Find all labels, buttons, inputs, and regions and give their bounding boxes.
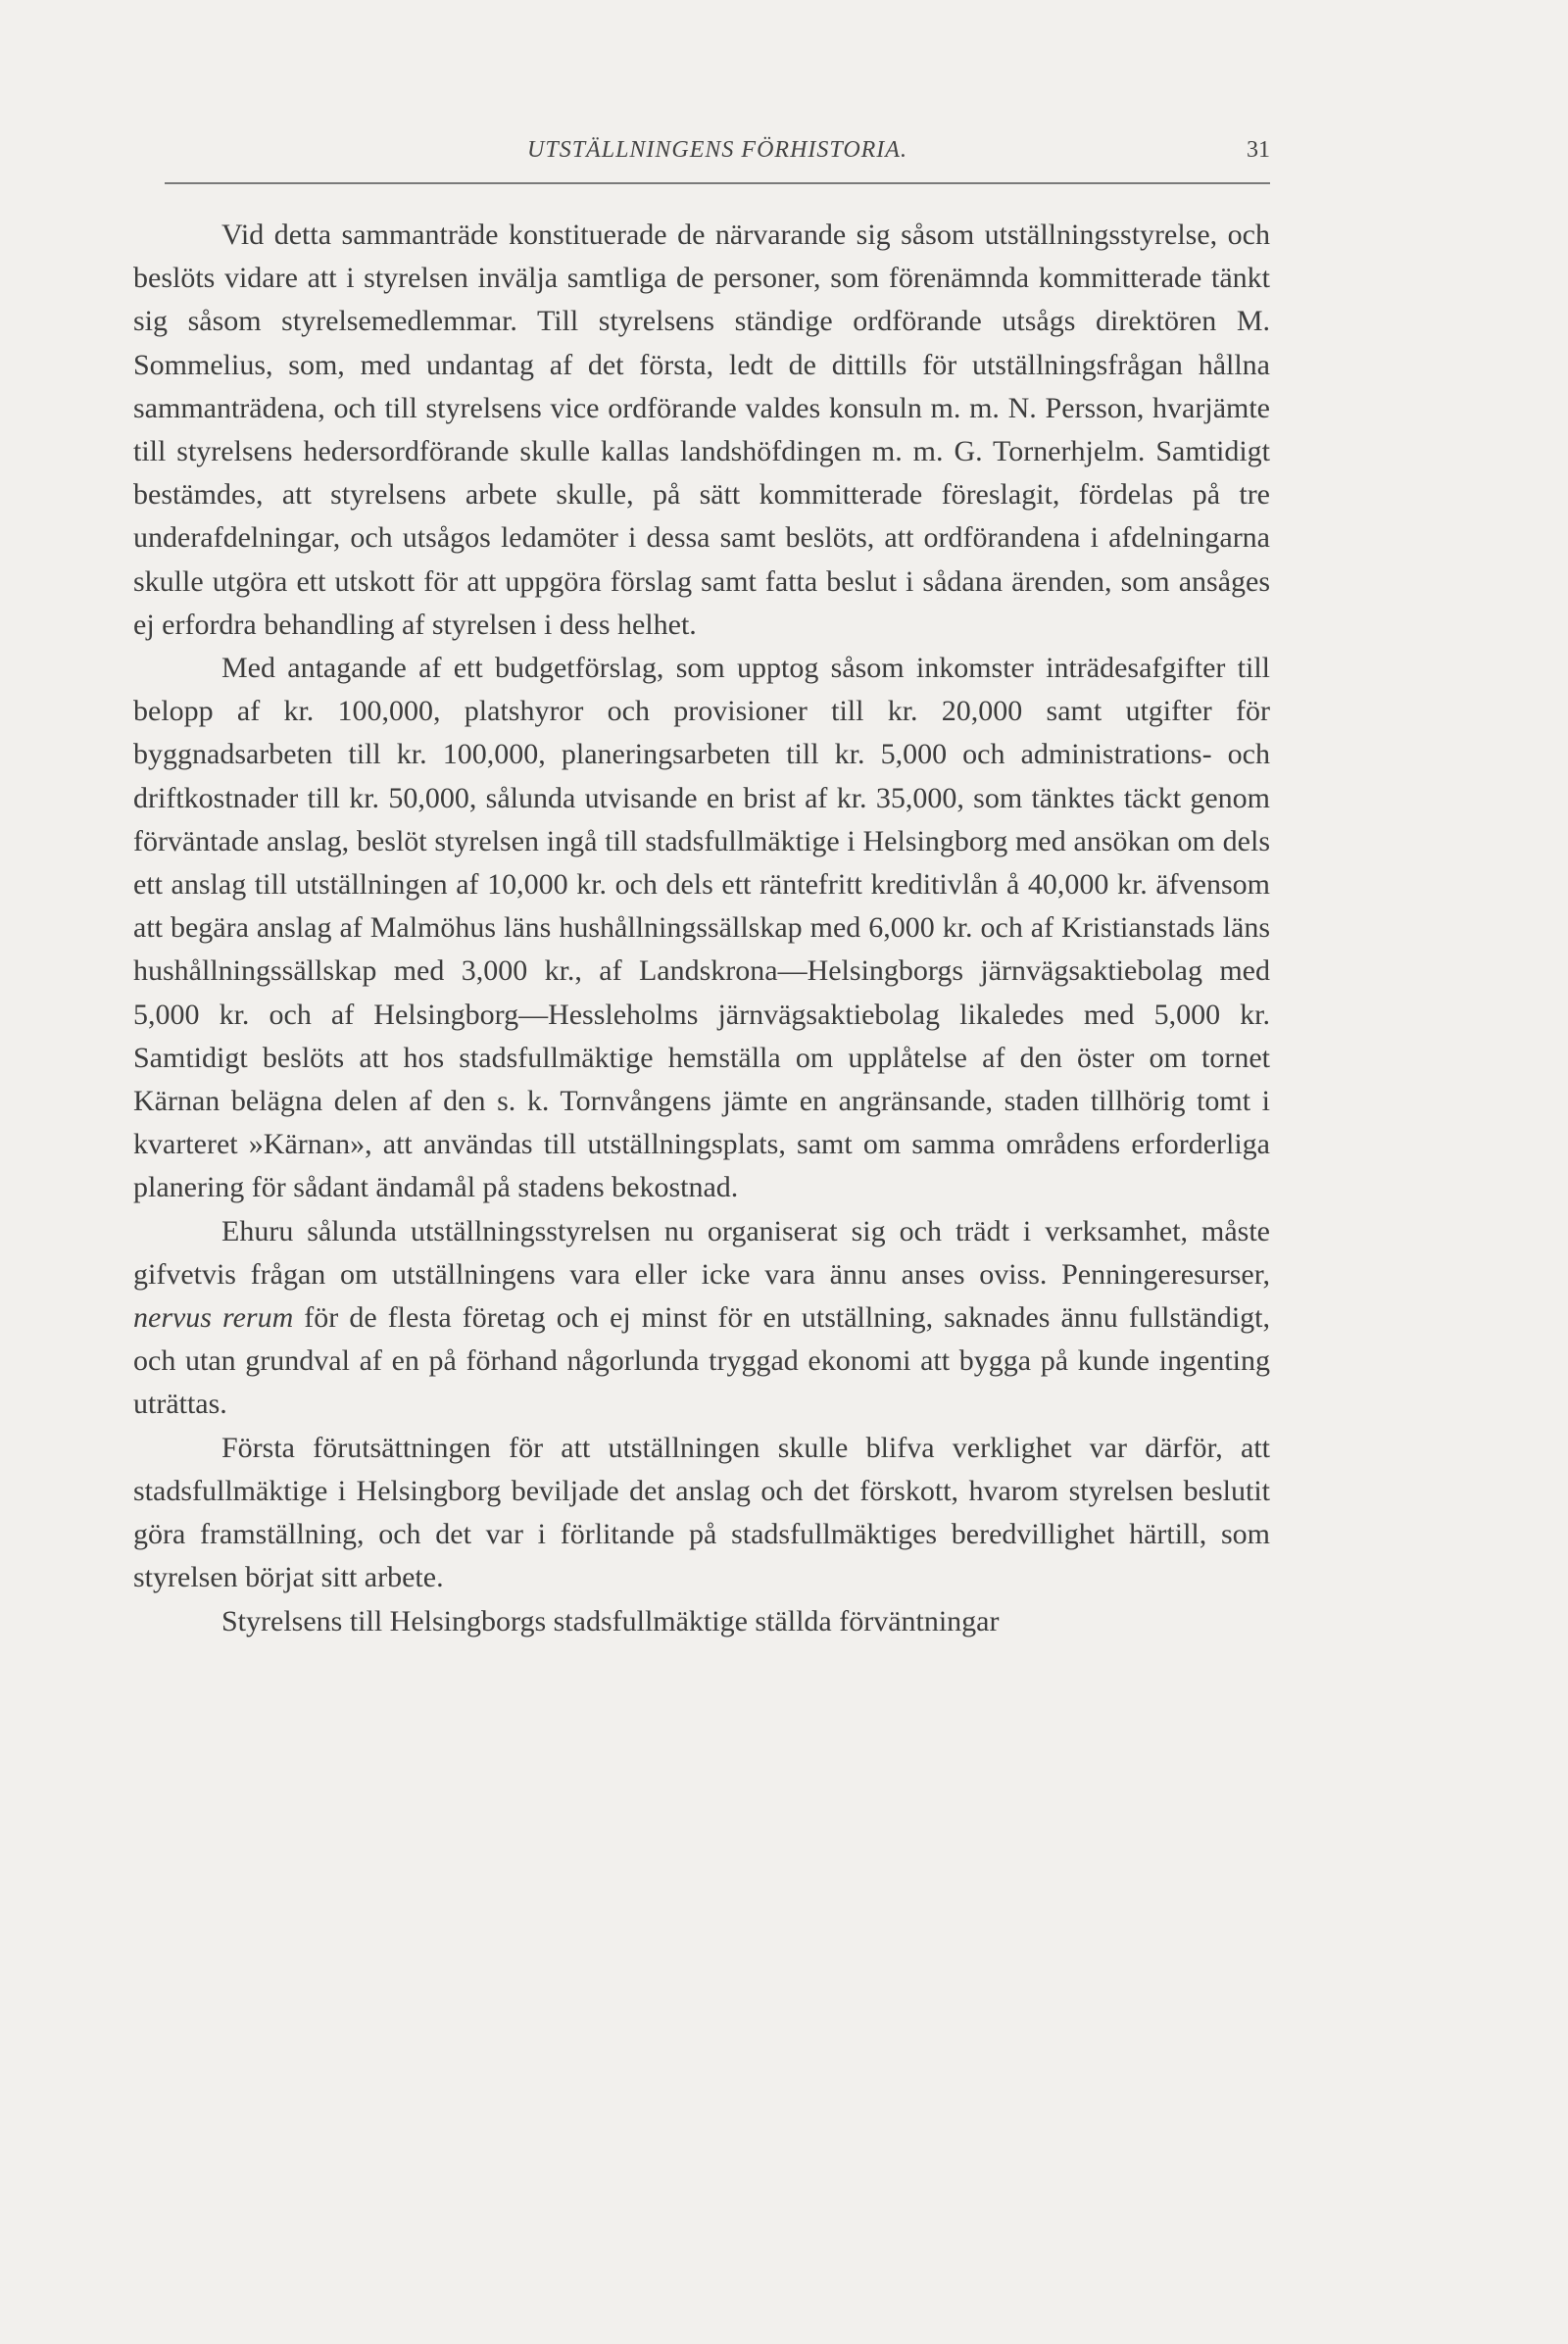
header-rule: [165, 182, 1270, 184]
paragraph-3-text-before: Ehuru sålunda utställningsstyrelsen nu organiserat sig och trädt i verksamhet, måste gifvetvis frågan om utställningens vara eller icke vara ännu anses oviss. Penningeresurser,: [133, 1214, 1270, 1291]
page-number: 31: [1247, 137, 1270, 163]
paragraph-2: Med antagande af ett budgetförslag, som upptog såsom inkomster inträdesafgifter till belopp af kr. 100,000, platshyror och provisioner till kr. 20,000 samt utgifter för byggnadsarbeten till kr. 100,000, planeringsarbeten till kr. 5,000 och administrations- och driftkostnader till kr. 50,000, sålunda utvisande en brist af kr. 35,000, som tänktes täckt genom förväntade anslag, beslöt styrelsen ingå till stadsfullmäktige i Helsingborg med ansökan om dels ett anslag till utställningen af 10,000 kr. och dels ett räntefritt kreditivlån å 40,000 kr. äfvensom att begära anslag af Malmöhus läns hushållningssällskap med 6,000 kr. och af Kristianstads läns hushållningssällskap med 3,000 kr., af Landskrona—Helsingborgs järnvägsaktiebolag med 5,000 kr. och af Helsingborg—Hessleholms järnvägsaktiebolag likaledes med 5,000 kr. Samtidigt beslöts att hos stadsfullmäktige hemställa om upplåtelse af den öster om tornet Kärnan belägna delen af den s. k. Tornvångens jämte en angränsande, staden tillhörig tomt i kvarteret »Kärnan», att användas till utställningsplats, samt om samma områdens erforderliga planering för sådant ändamål på stadens bekostnad.: [133, 652, 1270, 1204]
paragraph-3-text-after: för de flesta företag och ej minst för en utställning, saknades ännu fullständigt, och utan grundval af en på förhand någorlunda tryggad ekonomi att bygga på kunde ingenting uträttas.: [133, 1301, 1270, 1421]
body-text: [133, 214, 1270, 1643]
paragraph-5: Styrelsens till Helsingborgs stadsfullmäktige ställda förväntningar: [221, 1604, 1000, 1637]
running-title: UTSTÄLLNINGENS FÖRHISTORIA.: [527, 137, 907, 163]
latin-phrase: nervus rerum: [133, 1301, 294, 1335]
page-header: [165, 137, 1270, 180]
paragraph-3: [133, 1210, 1270, 1427]
paragraph-1: Vid detta sammanträde konstituerade de närvarande sig såsom utställningsstyrelse, och beslöts vidare att i styrelsen invälja samtliga de personer, som förenämnda kommitterade tänkt sig såsom styrelsemedlemmar. Till styrelsens ständige ordförande utsågs direktören M. Sommelius, som, med undantag af det första, ledt de dittills för utställningsfrågan hållna sammanträdena, och till styrelsens vice ordförande valdes konsuln m. m. N. Persson, hvarjämte till styrelsens hedersordförande skulle kallas landshöfdingen m. m. G. Tornerhjelm. Samtidigt bestämdes, att styrelsens arbete skulle, på sätt kommitterade föreslagit, fördelas på tre underafdelningar, och utsågos ledamöter i dessa samt beslöts, att ordförandena i afdelningarna skulle utgöra ett utskott för att uppgöra förslag samt fatta beslut i sådana ärenden, som ansåges ej erfordra behandling af styrelsen i dess helhet.: [133, 219, 1270, 641]
paragraph-4: Första förutsättningen för att utställningen skulle blifva verklighet var därför, att stadsfullmäktige i Helsingborg beviljade det anslag och det förskott, hvarom styrelsen beslutit göra framställning, och det var i förlitande på stadsfullmäktiges beredvillighet härtill, som styrelsen börjat sitt arbete.: [133, 1431, 1270, 1594]
